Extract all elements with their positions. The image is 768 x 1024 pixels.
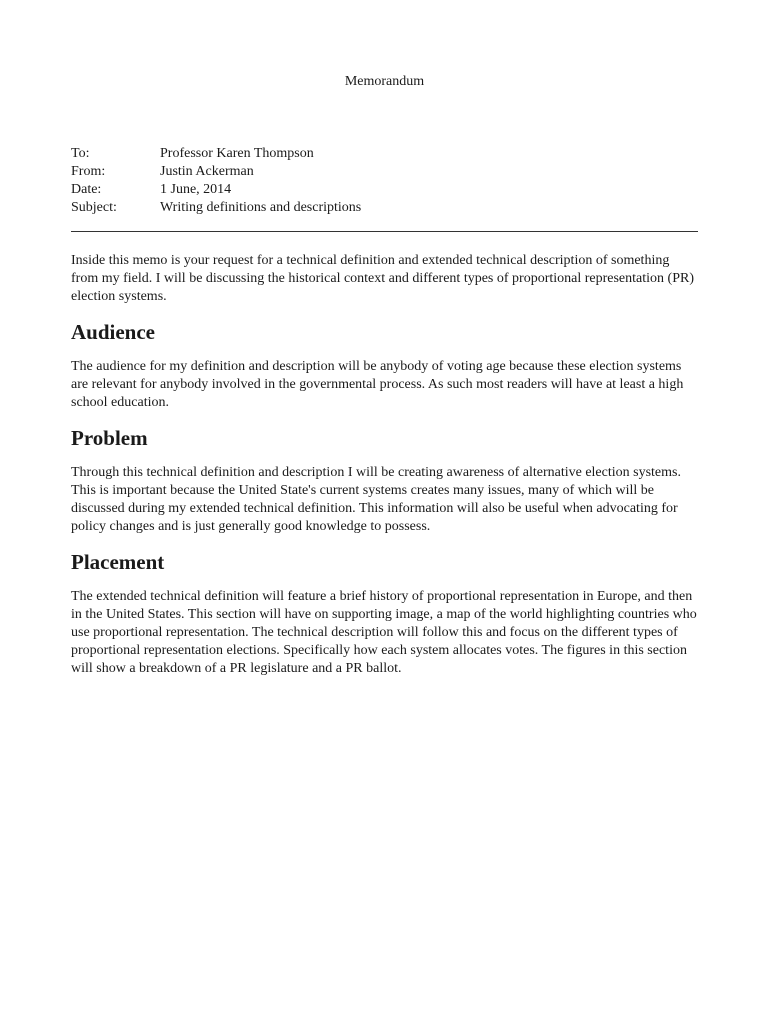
section-heading-audience: Audience: [71, 320, 155, 344]
section-text-problem: Through this technical definition and description I will be creating awareness of alternative election systems. This is important because the United State's current systems creates many issues, many of which will be discussed during my extended technical definition. This information will also be useful when advocating for policy changes and is just generally good knowledge to possess.: [71, 465, 681, 534]
subject-value: Writing definitions and descriptions: [160, 200, 362, 215]
header-row-subject: [71, 199, 698, 217]
memo-page: [71, 0, 698, 1024]
section-heading-problem: Problem: [71, 426, 148, 450]
subject-label: Subject:: [71, 200, 117, 215]
to-value: Professor Karen Thompson: [160, 146, 314, 161]
section-heading-placement: Placement: [71, 550, 165, 574]
intro-paragraph: Inside this memo is your request for a technical definition and extended technical description of something from my field. I will be discussing the historical context and different types of proportional representation (PR) election systems.: [71, 253, 694, 304]
date-value: 1 June, 2014: [160, 182, 232, 197]
to-label: To:: [71, 146, 90, 161]
date-label: Date:: [71, 182, 102, 197]
header-row-from: [71, 163, 698, 181]
section-text-audience: The audience for my definition and description will be anybody of voting age because these election systems are relevant for anybody involved in the governmental process. As such most readers will have at least a high school education.: [71, 359, 684, 410]
from-label: From:: [71, 164, 106, 179]
header-divider: [71, 231, 698, 232]
header-row-date: [71, 181, 698, 199]
section-text-placement: The extended technical definition will feature a brief history of proportional representation in Europe, and then in the United States. This section will have on supporting image, a map of the world highlighting countries who use proportional representation. The technical description will follow this and focus on the different types of proportional representation elections. Specifically how each system allocates votes. The figures in this section will show a breakdown of a PR legislature and a PR ballot.: [71, 589, 697, 676]
memo-title: Memorandum: [344, 74, 425, 89]
memo-header: [71, 145, 698, 217]
from-value: Justin Ackerman: [160, 164, 254, 179]
header-row-to: [71, 145, 698, 163]
memo-body: [71, 252, 698, 678]
